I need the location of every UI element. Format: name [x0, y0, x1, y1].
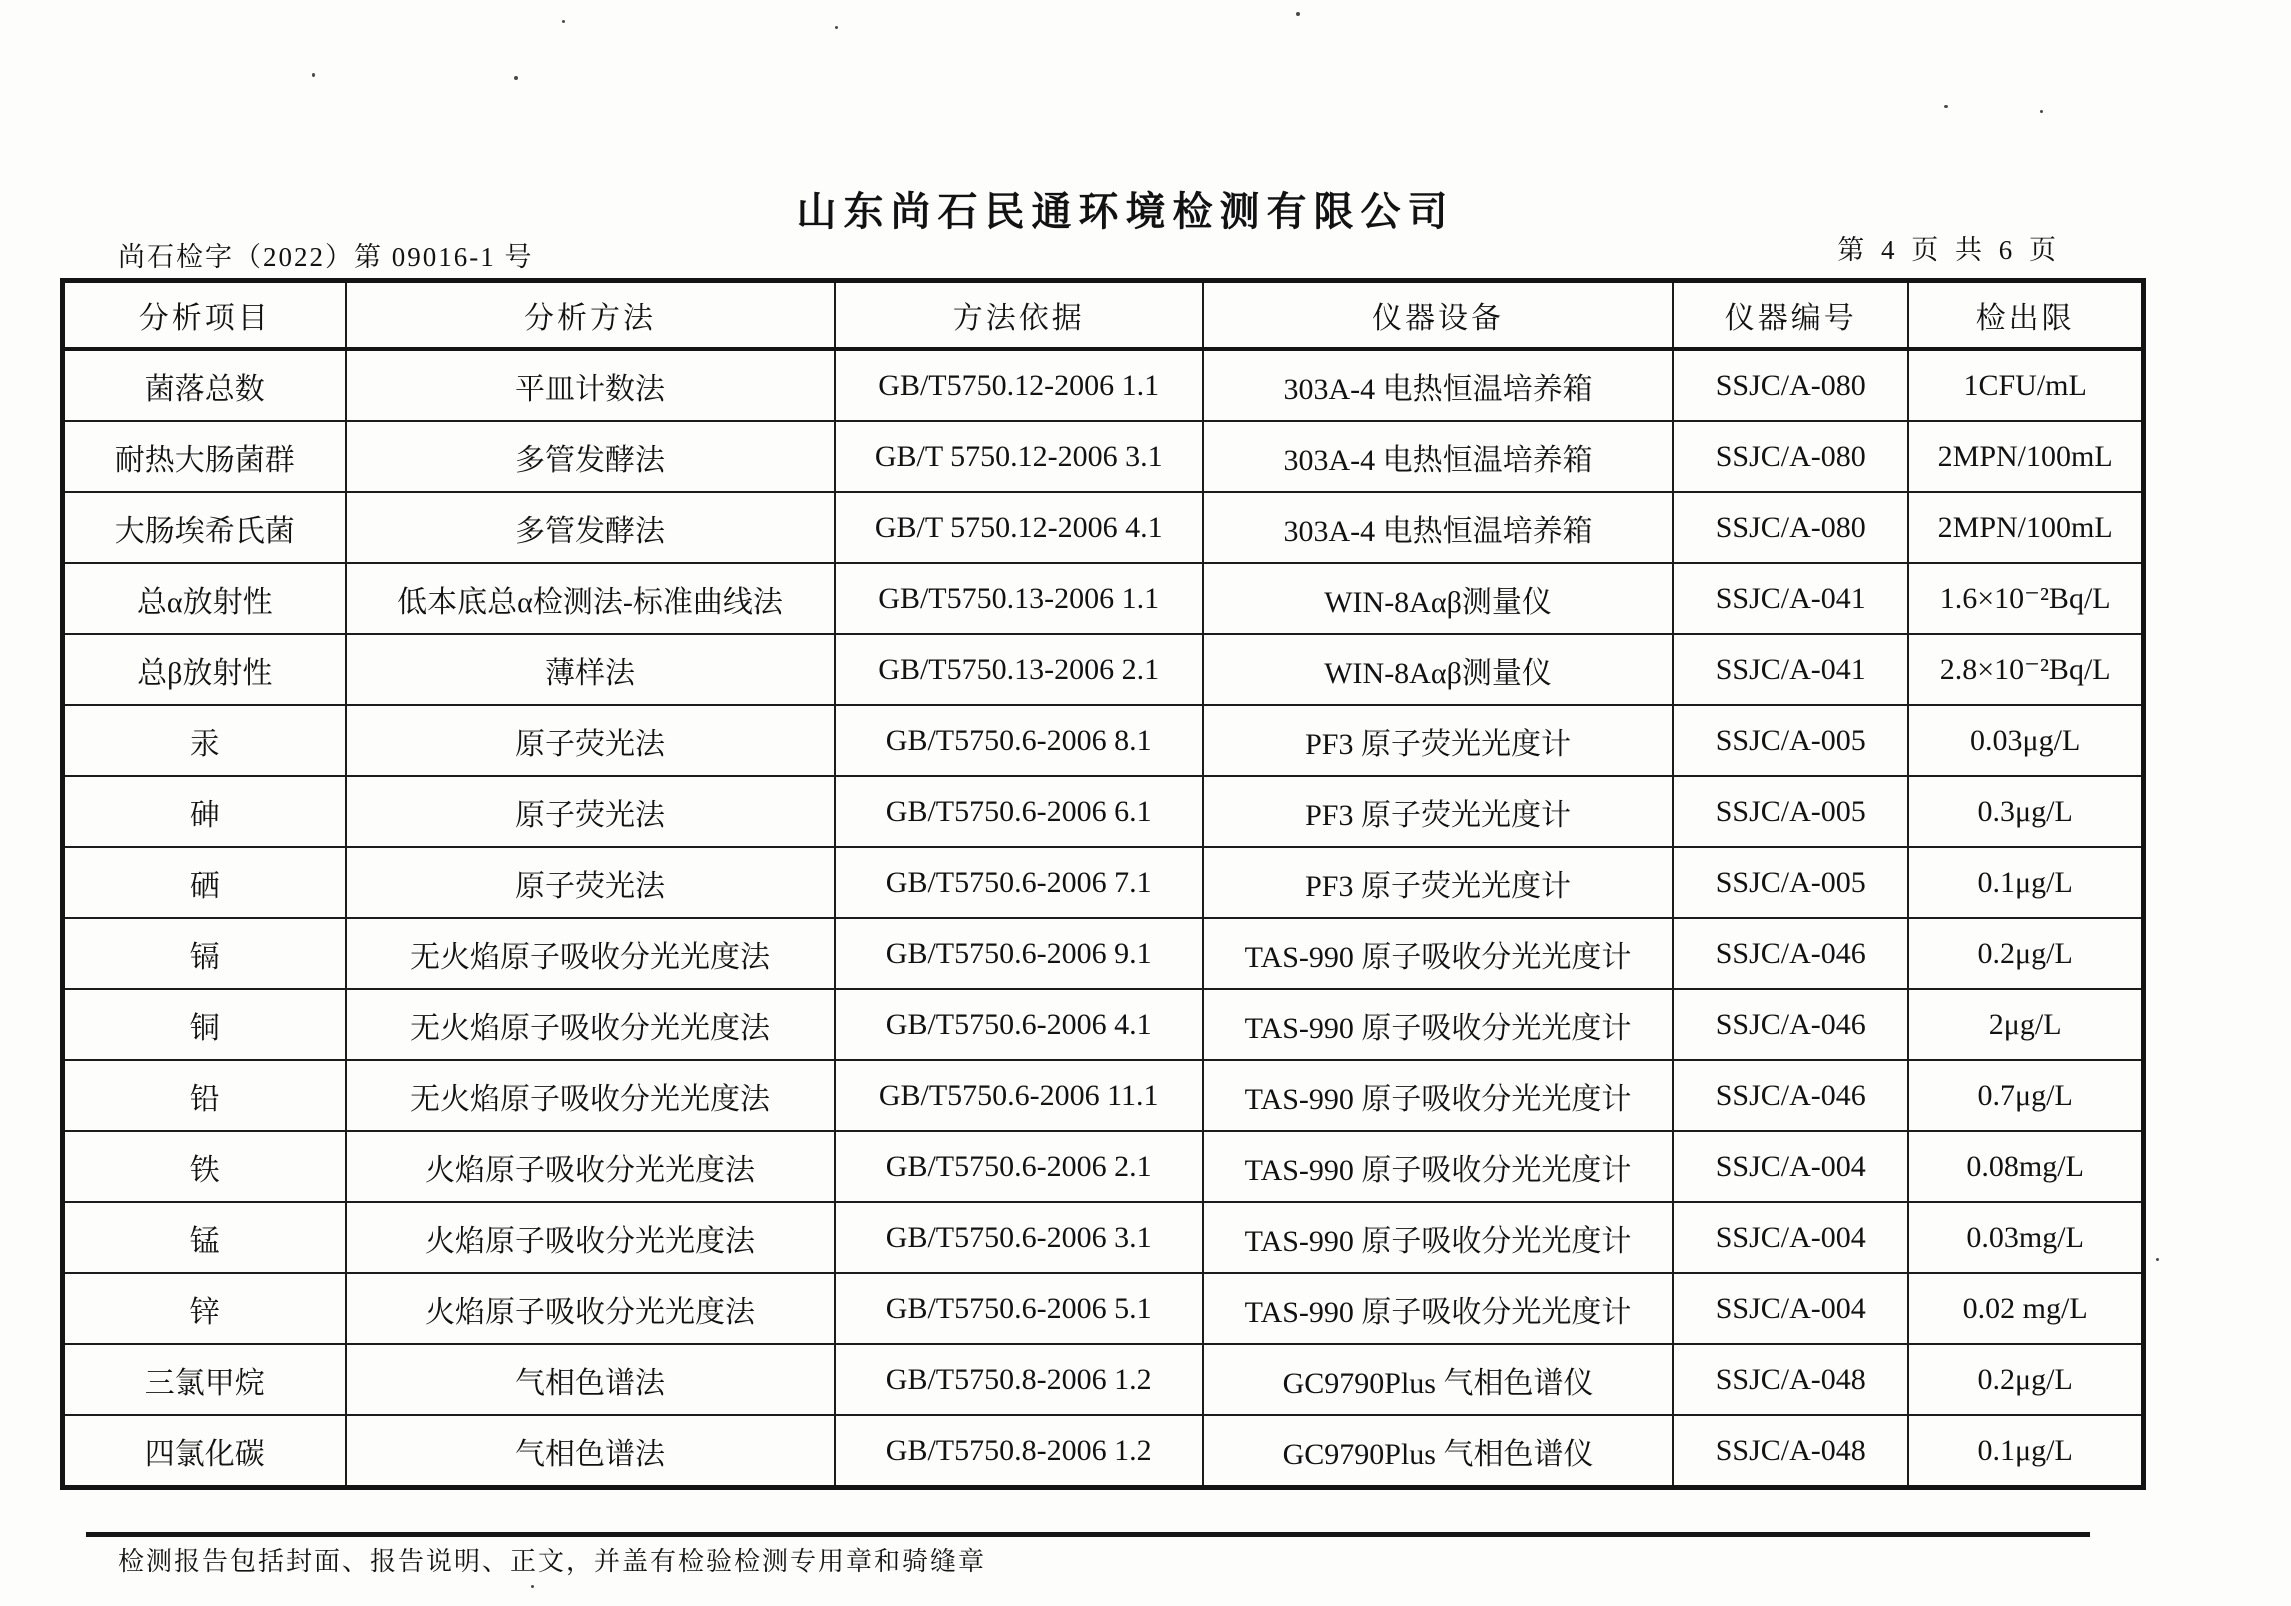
- table-head: [63, 281, 2144, 350]
- table-cell: 303A-4 电热恒温培养箱: [1203, 492, 1673, 563]
- table-cell: 无火焰原子吸收分光光度法: [346, 989, 835, 1060]
- table-cell: GB/T5750.6-2006 3.1: [835, 1202, 1203, 1273]
- table-row: [63, 1060, 2144, 1131]
- table-cell: PF3 原子荧光光度计: [1203, 776, 1673, 847]
- table-cell: TAS-990 原子吸收分光光度计: [1203, 1273, 1673, 1344]
- table-cell: TAS-990 原子吸收分光光度计: [1203, 918, 1673, 989]
- table-cell: 0.2μg/L: [1908, 918, 2143, 989]
- table-cell: GB/T5750.13-2006 2.1: [835, 634, 1203, 705]
- table-cell: GB/T5750.6-2006 2.1: [835, 1131, 1203, 1202]
- table-cell: PF3 原子荧光光度计: [1203, 705, 1673, 776]
- table-cell: 耐热大肠菌群: [63, 421, 346, 492]
- table-cell: GC9790Plus 气相色谱仪: [1203, 1415, 1673, 1488]
- table-cell: SSJC/A-005: [1673, 776, 1908, 847]
- table-row: [63, 1273, 2144, 1344]
- table-cell: 0.2μg/L: [1908, 1344, 2143, 1415]
- page-title: 山东尚石民通环境检测有限公司: [796, 189, 1455, 234]
- table-cell: 0.1μg/L: [1908, 847, 2143, 918]
- table-cell: 0.03μg/L: [1908, 705, 2143, 776]
- table-cell: GB/T5750.6-2006 11.1: [835, 1060, 1203, 1131]
- column-header-1: 分析方法: [346, 281, 835, 350]
- table-cell: 四氯化碳: [63, 1415, 346, 1488]
- table-cell: SSJC/A-046: [1673, 989, 1908, 1060]
- table-cell: SSJC/A-080: [1673, 421, 1908, 492]
- table-cell: SSJC/A-080: [1673, 492, 1908, 563]
- table-cell: GB/T 5750.12-2006 3.1: [835, 421, 1203, 492]
- table-cell: GB/T5750.13-2006 1.1: [835, 563, 1203, 634]
- table-cell: GB/T5750.6-2006 8.1: [835, 705, 1203, 776]
- table-cell: 火焰原子吸收分光光度法: [346, 1202, 835, 1273]
- table-cell: 无火焰原子吸收分光光度法: [346, 1060, 835, 1131]
- table-row: [63, 1131, 2144, 1202]
- analysis-methods-table: [60, 278, 2146, 1490]
- table-cell: GB/T 5750.12-2006 4.1: [835, 492, 1203, 563]
- table-row: [63, 1202, 2144, 1273]
- table-cell: 铁: [63, 1131, 346, 1202]
- table-cell: 汞: [63, 705, 346, 776]
- column-header-3: 仪器设备: [1203, 281, 1673, 350]
- table-cell: 火焰原子吸收分光光度法: [346, 1273, 835, 1344]
- table-cell: 2.8×10⁻²Bq/L: [1908, 634, 2143, 705]
- table-row: [63, 847, 2144, 918]
- table-cell: WIN-8Aαβ测量仪: [1203, 563, 1673, 634]
- table-cell: 砷: [63, 776, 346, 847]
- table-cell: 2MPN/100mL: [1908, 492, 2143, 563]
- table-cell: TAS-990 原子吸收分光光度计: [1203, 1131, 1673, 1202]
- table-row: [63, 1415, 2144, 1488]
- table-row: [63, 421, 2144, 492]
- table-cell: GB/T5750.8-2006 1.2: [835, 1344, 1203, 1415]
- table-cell: 0.1μg/L: [1908, 1415, 2143, 1488]
- table-cell: SSJC/A-048: [1673, 1344, 1908, 1415]
- table-cell: SSJC/A-046: [1673, 918, 1908, 989]
- table-cell: 无火焰原子吸收分光光度法: [346, 918, 835, 989]
- table-cell: 三氯甲烷: [63, 1344, 346, 1415]
- table-cell: 0.08mg/L: [1908, 1131, 2143, 1202]
- table-cell: SSJC/A-041: [1673, 563, 1908, 634]
- scan-noise: [835, 26, 838, 29]
- table-cell: 气相色谱法: [346, 1344, 835, 1415]
- table-cell: SSJC/A-080: [1673, 349, 1908, 421]
- table-cell: TAS-990 原子吸收分光光度计: [1203, 1060, 1673, 1131]
- table-cell: GB/T5750.6-2006 6.1: [835, 776, 1203, 847]
- table-cell: WIN-8Aαβ测量仪: [1203, 634, 1673, 705]
- table-cell: PF3 原子荧光光度计: [1203, 847, 1673, 918]
- table-cell: 菌落总数: [63, 349, 346, 421]
- table-cell: 2μg/L: [1908, 989, 2143, 1060]
- table-cell: GB/T5750.12-2006 1.1: [835, 349, 1203, 421]
- table-row: [63, 989, 2144, 1060]
- scan-noise: [1296, 12, 1300, 16]
- scan-noise: [514, 76, 518, 80]
- table-cell: 1.6×10⁻²Bq/L: [1908, 563, 2143, 634]
- table-row: [63, 563, 2144, 634]
- table-cell: 原子荧光法: [346, 847, 835, 918]
- table-cell: GB/T5750.6-2006 4.1: [835, 989, 1203, 1060]
- footer-note: 检测报告包括封面、报告说明、正文，并盖有检验检测专用章和骑缝章: [118, 1547, 987, 1576]
- table-cell: 原子荧光法: [346, 776, 835, 847]
- table-cell: 锌: [63, 1273, 346, 1344]
- table-cell: 硒: [63, 847, 346, 918]
- scan-noise: [562, 20, 565, 23]
- table-cell: SSJC/A-046: [1673, 1060, 1908, 1131]
- table-cell: SSJC/A-004: [1673, 1202, 1908, 1273]
- footer-divider: [86, 1532, 2090, 1537]
- table-cell: 薄样法: [346, 634, 835, 705]
- table-cell: SSJC/A-048: [1673, 1415, 1908, 1488]
- table-cell: TAS-990 原子吸收分光光度计: [1203, 1202, 1673, 1273]
- table-cell: 总α放射性: [63, 563, 346, 634]
- table-cell: TAS-990 原子吸收分光光度计: [1203, 989, 1673, 1060]
- column-header-4: 仪器编号: [1673, 281, 1908, 350]
- table-header-row: [63, 281, 2144, 350]
- table-cell: 303A-4 电热恒温培养箱: [1203, 349, 1673, 421]
- table-cell: GC9790Plus 气相色谱仪: [1203, 1344, 1673, 1415]
- table-row: [63, 1344, 2144, 1415]
- table-row: [63, 492, 2144, 563]
- table-cell: GB/T5750.6-2006 5.1: [835, 1273, 1203, 1344]
- scan-noise: [2156, 1258, 2159, 1261]
- table-cell: 镉: [63, 918, 346, 989]
- table-cell: 总β放射性: [63, 634, 346, 705]
- table-row: [63, 776, 2144, 847]
- table-cell: 0.7μg/L: [1908, 1060, 2143, 1131]
- column-header-2: 方法依据: [835, 281, 1203, 350]
- table-cell: GB/T5750.6-2006 9.1: [835, 918, 1203, 989]
- table-cell: 低本底总α检测法-标准曲线法: [346, 563, 835, 634]
- table-row: [63, 349, 2144, 421]
- table-cell: 大肠埃希氏菌: [63, 492, 346, 563]
- table-body: [63, 349, 2144, 1488]
- scan-noise: [312, 73, 315, 77]
- table-cell: 303A-4 电热恒温培养箱: [1203, 421, 1673, 492]
- table-cell: 铅: [63, 1060, 346, 1131]
- table-cell: 多管发酵法: [346, 492, 835, 563]
- scan-noise: [1944, 105, 1948, 108]
- table-cell: 0.03mg/L: [1908, 1202, 2143, 1273]
- scan-noise: [531, 1585, 534, 1588]
- table-cell: 气相色谱法: [346, 1415, 835, 1488]
- table-cell: 0.3μg/L: [1908, 776, 2143, 847]
- table-cell: GB/T5750.6-2006 7.1: [835, 847, 1203, 918]
- table-cell: SSJC/A-004: [1673, 1273, 1908, 1344]
- column-header-5: 检出限: [1908, 281, 2143, 350]
- table-cell: SSJC/A-005: [1673, 847, 1908, 918]
- table-cell: 2MPN/100mL: [1908, 421, 2143, 492]
- table-row: [63, 918, 2144, 989]
- page-indicator: 第 4 页 共 6 页: [1837, 235, 2061, 265]
- scan-noise: [2040, 110, 2043, 113]
- table-cell: 多管发酵法: [346, 421, 835, 492]
- table-cell: 原子荧光法: [346, 705, 835, 776]
- table-row: [63, 634, 2144, 705]
- table-row: [63, 705, 2144, 776]
- table-cell: 锰: [63, 1202, 346, 1273]
- table-cell: 1CFU/mL: [1908, 349, 2143, 421]
- table-cell: 平皿计数法: [346, 349, 835, 421]
- table-cell: 铜: [63, 989, 346, 1060]
- table-cell: GB/T5750.8-2006 1.2: [835, 1415, 1203, 1488]
- table-cell: 火焰原子吸收分光光度法: [346, 1131, 835, 1202]
- report-number: 尚石检字（2022）第 09016-1 号: [118, 242, 534, 272]
- table-cell: SSJC/A-005: [1673, 705, 1908, 776]
- column-header-0: 分析项目: [63, 281, 346, 350]
- table-cell: SSJC/A-041: [1673, 634, 1908, 705]
- table-cell: 0.02 mg/L: [1908, 1273, 2143, 1344]
- table-cell: SSJC/A-004: [1673, 1131, 1908, 1202]
